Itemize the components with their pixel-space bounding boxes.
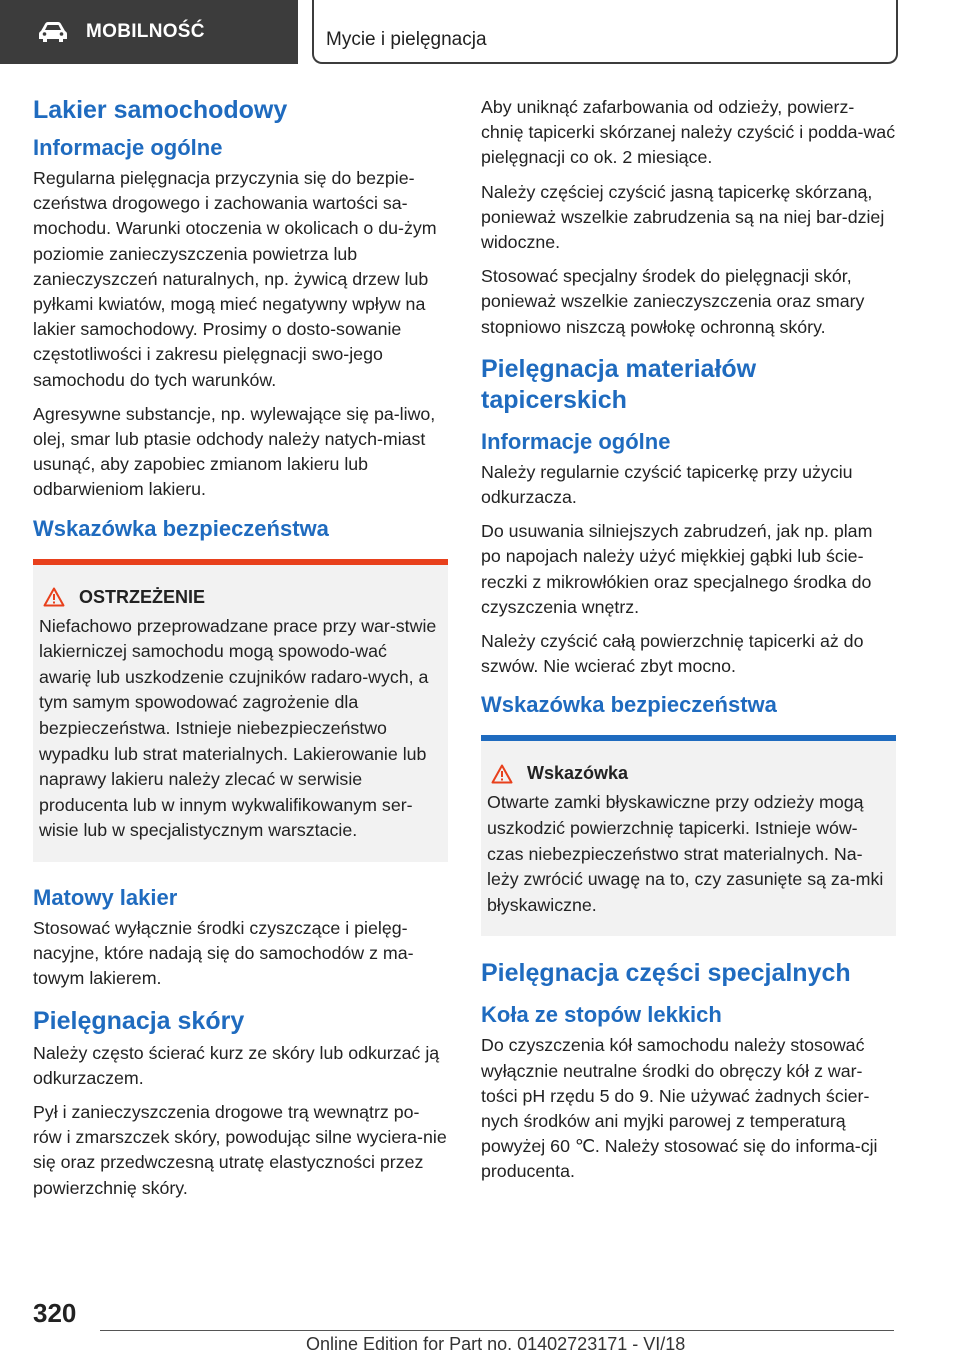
subheading-general: Informacje ogólne <box>33 135 223 160</box>
footer-divider <box>100 1330 894 1331</box>
paragraph: Do czyszczenia kół samochodu należy stosować wyłącznie neutralne środki do obręczy kół z war-tości pH rzędu 5 do 9. Nie używać żadnych ścier-nych środków ani myjki parowej z temperaturą powyżej 60 ℃. Należy stosować się do informa-cji producenta. <box>481 1035 878 1182</box>
paragraph: Agresywne substancje, np. wylewające się pa-liwo, olej, smar lub ptasie odchody należy natych-miast usunąć, aby zapobiec zmianom lakieru lub odbarwieniom lakieru. <box>33 403 436 500</box>
paragraph: Pył i zanieczyszczenia drogowe trą wewnątrz po-rów i zmarszczek skóry, powodując silne wyciera-nie się oraz przedwczesną utratę elastyczności przez powierzchnię skóry. <box>33 1102 447 1198</box>
subsection-tab <box>312 0 898 64</box>
warning-triangle-icon <box>491 764 513 784</box>
left-column <box>33 95 448 1210</box>
warning-title: OSTRZEŻENIE <box>79 586 206 607</box>
paragraph: Należy czyścić całą powierzchnię tapicerki aż do szwów. Nie wcierać zbyt mocno. <box>481 631 864 677</box>
car-icon <box>38 21 68 43</box>
heading-upholstery: Pielęgnacja materiałów tapicerskich <box>481 354 757 414</box>
page-number: 320 <box>33 1298 77 1328</box>
subheading-wheels: Koła ze stopów lekkich <box>481 1002 722 1028</box>
section-label: MOBILNOŚĆ <box>86 21 205 42</box>
subheading-matte: Matowy lakier <box>33 884 178 910</box>
section-tab <box>0 0 298 64</box>
subheading-safety: Wskazówka bezpieczeństwa <box>481 692 777 718</box>
heading-special: Pielęgnacja części specjalnych <box>481 959 851 988</box>
paragraph: Należy często ścierać kurz ze skóry lub odkurzać ją odkurzaczem. <box>33 1042 440 1088</box>
subheading-general: Informacje ogólne <box>481 428 671 454</box>
paragraph: Aby uniknąć zafarbowania od odzieży, powierz-chnię tapicerki skórzanej należy czyścić i podda-wać pielęgnacji co ok. 2 miesiące. <box>481 97 896 168</box>
page-header <box>0 0 960 66</box>
warning-text: Niefachowo przeprowadzane prace przy war-stwie lakierniczej samochodu mogą spowodo-wać awarię lub uszkodzenie czujników radaro-wych, a tym samym spowodować zagrożenie dla bezpieczeństwa. Istnieje niebezpieczeństwo wypadku lub strat materialnych. Lakierowanie lub naprawy lakieru należy zlecać w serwisie producenta lub w innym wykwalifikowanym ser-wisie lub w specjalistycznym warsztacie. <box>39 615 437 841</box>
right-column <box>481 95 896 1194</box>
edition-footer: Online Edition for Part no. 01402723171 - VI/18 <box>306 1334 686 1354</box>
note-header <box>481 741 896 790</box>
paragraph: Należy regularnie czyścić tapicerkę przy użyciu odkurzacza. <box>481 461 853 508</box>
heading-leather: Pielęgnacja skóry <box>33 1006 245 1035</box>
paragraph: Regularna pielęgnacja przyczynia się do bezpie-czeństwa drogowego i zachowania wartości sa-mochodu. Warunki otoczenia w okolicach o du-żym poziomie zanieczyszczenia powietrza lub zanieczyszczeń naturalnych, np. żywicą drzew lub pyłkami kwiatów, mogą mieć negatywny wpływ na lakier samochodowy. Prosimy o dosto-sowanie częstotliwości i zakresu pielęgnacji swo-jego samochodu do tych warunków. <box>33 168 437 390</box>
paragraph: Stosować wyłącznie środki czyszczące i pielęg-nacyjne, które nadają się do samochodów z ma-towym lakierem. <box>33 917 414 989</box>
warning-triangle-icon <box>43 587 65 607</box>
paragraph: Do usuwania silniejszych zabrudzeń, jak np. plam po napojach należy użyć miękkiej gąbki lub ście-reczki z mikrowłókien oraz specjalnego środka do czyszczenia wnętrz. <box>481 521 873 617</box>
warning-header <box>33 565 448 614</box>
subheading-safety: Wskazówka bezpieczeństwa <box>33 515 329 541</box>
paragraph: Należy częściej czyścić jasną tapicerkę skórzaną, ponieważ wszelkie zabrudzenia są na niej bar-dziej widoczne. <box>481 181 885 253</box>
subsection-label: Mycie i pielęgnacja <box>326 29 487 50</box>
note-title: Wskazówka <box>527 763 629 784</box>
note-text: Otwarte zamki błyskawiczne przy odzieży mogą uszkodzić powierzchnię tapicerki. Istnieje wów-czas niebezpieczeństwo strat materialnych. Na-leży zwrócić uwagę na to, czy zasunięte są za-mki błyskawiczne. <box>487 792 884 915</box>
heading-paint: Lakier samochodowy <box>33 96 288 124</box>
note-box <box>481 735 896 936</box>
paragraph: Stosować specjalny środek do pielęgnacji skór, ponieważ wszelkie zanieczyszczenia oraz smary stopniowo niszczą powłokę ochronną skóry. <box>481 266 865 337</box>
warning-box <box>33 559 448 862</box>
